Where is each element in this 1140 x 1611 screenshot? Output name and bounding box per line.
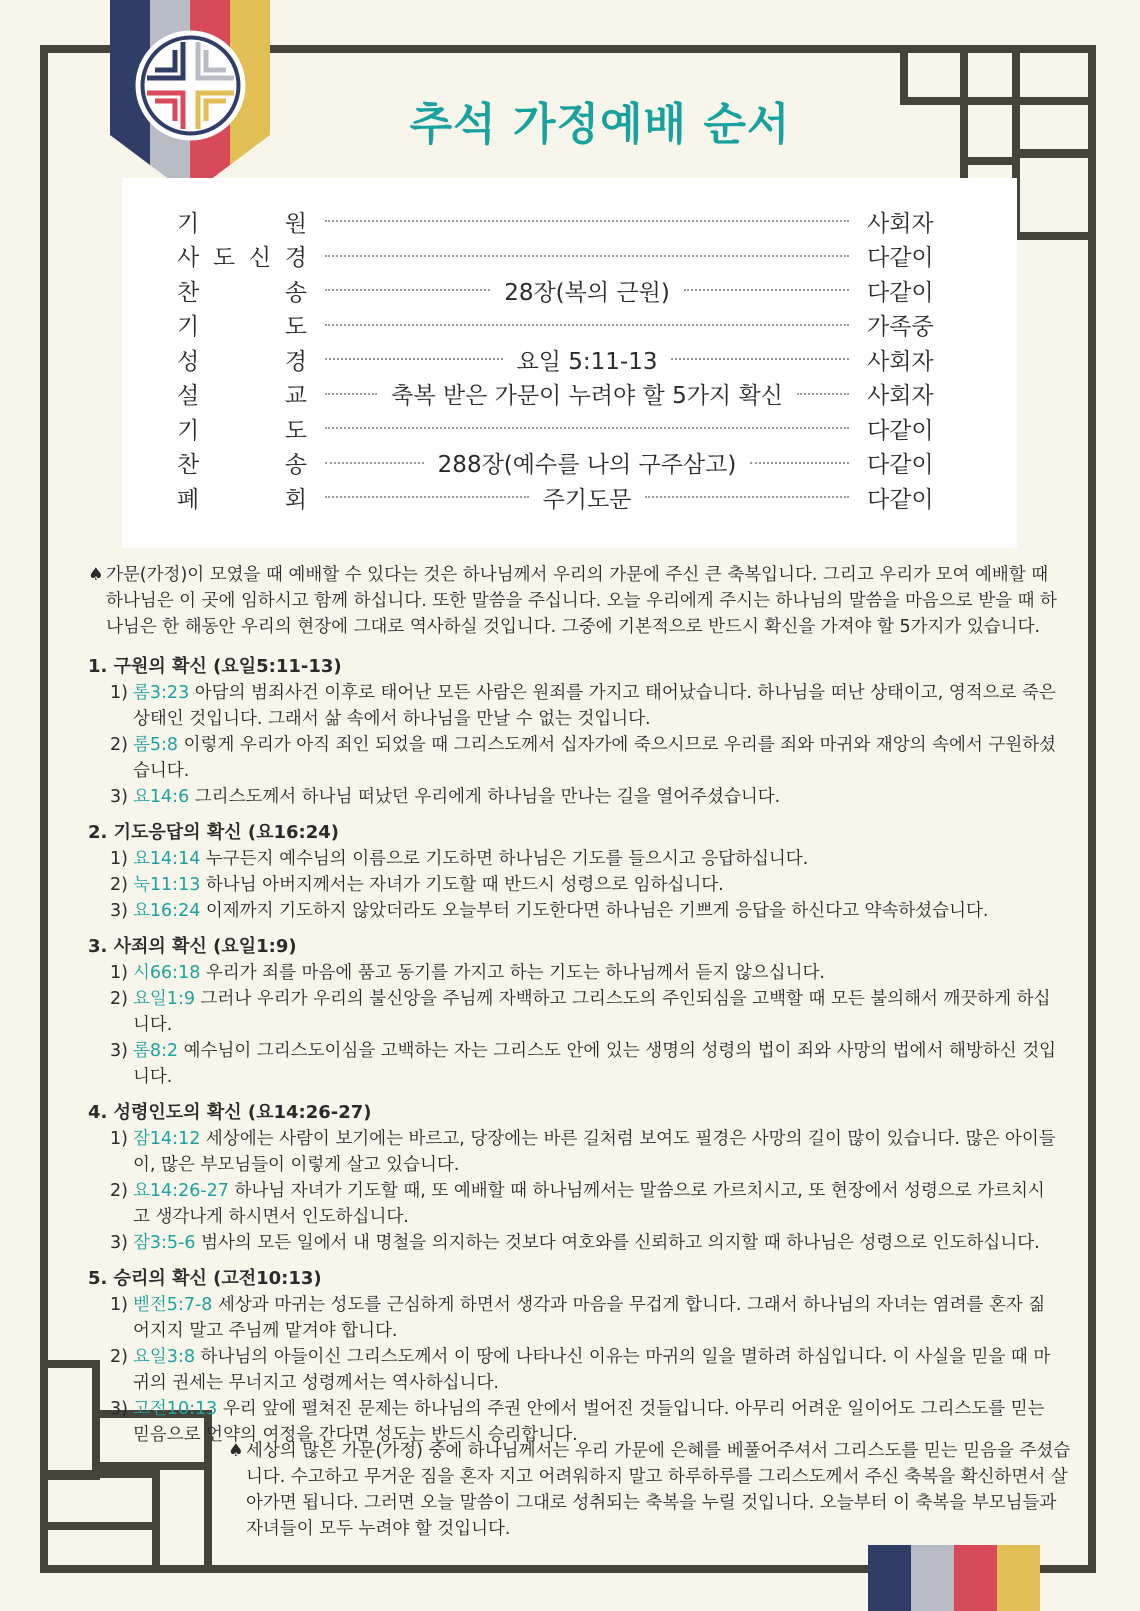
item-text: 하나님 아버지께서는 자녀가 기도할 때 반드시 성령으로 임하십니다. <box>200 875 724 895</box>
list-item <box>88 1230 1058 1256</box>
order-leader <box>325 255 849 257</box>
item-text: 하나님 자녀가 기도할 때, 또 예배할 때 하나님께서는 말씀으로 가르치시고, 또 현장에서 성령으로 가르치시고 생각나게 하시면서 인도하십니다. <box>133 1181 1045 1227</box>
list-item <box>88 898 1058 924</box>
sermon-body <box>88 562 1058 1458</box>
scripture-reference: 롬5:8 <box>133 735 179 755</box>
order-row <box>177 241 937 271</box>
order-leader <box>325 446 849 479</box>
intro-text: 가문(가정)이 모였을 때 예배할 수 있다는 것은 하나님께서 우리의 가문에 주신 큰 축복입니다. 그리고 우리가 모여 예배할 때 하나님은 이 곳에 임하시고 함께 하십니다. 또한 말씀을 주십니다. 오늘 우리에게 주시는 하나님의 말씀을 마음으로 받을 때 하나님은 한 해동안 우리의 현장에 그대로 역사하실 것입니다. 그중에 기본적으로 반드시 확신을 가져야 할 5가지가 있습니다. <box>106 565 1057 637</box>
order-label-char: 경 <box>284 245 307 271</box>
scripture-reference: 요14:26-27 <box>133 1181 229 1201</box>
list-item <box>88 1038 1058 1090</box>
item-number: 1) <box>110 1129 128 1149</box>
order-performer: 다같이 <box>867 486 934 513</box>
spade-icon: ♠ <box>88 565 104 585</box>
scripture-reference: 롬8:2 <box>133 1041 179 1061</box>
order-label-char: 회 <box>284 486 307 513</box>
scripture-reference: 요14:6 <box>133 787 190 807</box>
order-content: 288장(예수를 나의 구주삼고) <box>437 452 737 478</box>
order-leader <box>325 377 849 410</box>
item-text: 하나님의 아들이신 그리스도께서 이 땅에 나타나신 이유는 마귀의 일을 멸하려 하심입니다. 이 사실을 믿을 때 마귀의 권세는 무너지고 성령께서는 역사하십니다. <box>133 1347 1051 1393</box>
list-item <box>88 1292 1058 1344</box>
item-number: 3) <box>110 901 128 921</box>
order-performer: 다같이 <box>867 279 934 306</box>
order-row <box>177 379 937 409</box>
section-title: 5. 승리의 확신 (고전10:13) <box>88 1268 322 1289</box>
list-item <box>88 986 1058 1038</box>
assurance-section <box>88 654 1058 810</box>
item-number: 2) <box>110 989 128 1009</box>
scripture-reference: 벧전5:7-8 <box>133 1295 213 1315</box>
list-item <box>88 846 1058 872</box>
order-row <box>177 206 937 236</box>
order-label-char: 찬 <box>177 279 200 306</box>
order-label-char: 송 <box>284 452 307 478</box>
order-performer: 다같이 <box>867 452 934 478</box>
item-number: 3) <box>110 1233 128 1253</box>
order-content: 주기도문 <box>542 486 632 513</box>
order-performer: 가족중 <box>867 314 934 340</box>
item-number: 1) <box>110 1295 128 1315</box>
scripture-reference: 요일3:8 <box>133 1347 195 1367</box>
order-label <box>177 377 307 410</box>
scripture-reference: 요일1:9 <box>133 989 195 1009</box>
scripture-reference: 고전10:13 <box>133 1399 218 1419</box>
item-text: 아담의 범죄사건 이후로 태어난 모든 사람은 원죄를 가지고 태어났습니다. 하나님을 떠난 상태이고, 영적으로 죽은 상태인 것입니다. 그래서 삶 속에서 하나님을 만날 수 없는 것입니다. <box>133 683 1056 729</box>
item-number: 3) <box>110 787 128 807</box>
item-text: 우리 앞에 펼쳐진 문제는 하나님의 주권 안에서 벌어진 것들입니다. 아무리 어려운 일이어도 그리스도를 믿는 믿음으로 언약의 여정을 간다면 성도는 반드시 승리합니다. <box>133 1399 1045 1445</box>
order-leader <box>325 274 849 307</box>
item-text: 그러나 우리가 우리의 불신앙을 주님께 자백하고 그리스도의 주인되심을 고백할 때 모든 불의해서 깨끗하게 하십니다. <box>133 989 1051 1035</box>
list-item <box>88 732 1058 784</box>
list-item <box>88 1344 1058 1396</box>
order-performer: 다같이 <box>867 245 934 271</box>
order-leader <box>325 427 849 429</box>
order-label-char: 도 <box>284 417 307 444</box>
assurance-section <box>88 934 1058 1090</box>
order-label-char: 찬 <box>177 452 200 478</box>
order-row <box>177 482 937 512</box>
list-item <box>88 784 1058 810</box>
order-performer: 다같이 <box>867 417 934 444</box>
order-leader <box>325 324 849 326</box>
order-label <box>177 205 307 238</box>
order-row <box>177 275 937 305</box>
order-label-char: 성 <box>177 348 200 375</box>
scripture-reference: 요14:14 <box>133 849 201 869</box>
scripture-reference: 눅11:13 <box>133 875 201 895</box>
order-label <box>177 239 307 272</box>
intro-paragraph <box>88 562 1058 640</box>
order-label-char: 설 <box>177 383 200 409</box>
list-item <box>88 680 1058 732</box>
item-text: 우리가 죄를 마음에 품고 동기를 가지고 하는 기도는 하나님께서 듣지 않으십니다. <box>200 963 825 983</box>
order-label-char: 원 <box>284 210 307 237</box>
section-title: 4. 성령인도의 확신 (요14:26-27) <box>88 1102 372 1123</box>
order-label <box>177 412 307 445</box>
item-text: 예수님이 그리스도이심을 고백하는 자는 그리스도 안에 있는 생명의 성령의 법이 죄와 사망의 법에서 해방하신 것입니다. <box>133 1041 1057 1087</box>
item-number: 1) <box>110 849 128 869</box>
item-number: 2) <box>110 875 128 895</box>
order-label-char: 교 <box>284 383 307 409</box>
scripture-reference: 잠14:12 <box>133 1129 201 1149</box>
order-performer: 사회자 <box>867 210 934 237</box>
order-label-char: 신 <box>248 245 272 271</box>
order-content: 28장(복의 근원) <box>504 279 670 306</box>
closing-text: 세상의 많은 가문(가정) 중에 하나님께서는 우리 가문에 은혜를 베풀어주셔서 그리스도를 믿는 믿음을 주셨습니다. 수고하고 무거운 짐을 혼자 지고 어려워하지 말고 하루하루를 그리스도께서 주신 축복을 확신하면서 살아가면 됩니다. 그러면 오늘 말씀이 그대로 성취되는 축복을 누릴 것입니다. 오늘부터 이 축복을 부모님들과 자녀들이 모두 누려야 할 것입니다. <box>246 1441 1071 1539</box>
section-title: 3. 사죄의 확신 (요일1:9) <box>88 936 297 957</box>
order-label-char: 폐 <box>177 486 200 513</box>
list-item <box>88 960 1058 986</box>
order-label-char: 경 <box>284 348 307 375</box>
order-label-char: 기 <box>177 210 200 237</box>
order-leader <box>325 343 849 376</box>
order-label-char: 기 <box>177 314 200 340</box>
item-number: 3) <box>110 1041 128 1061</box>
order-label-char: 기 <box>177 417 200 444</box>
order-label-char: 사 <box>177 245 200 271</box>
page-title: 추석 가정예배 순서 <box>409 99 791 150</box>
item-text: 세상과 마귀는 성도를 근심하게 하면서 생각과 마음을 무겁게 합니다. 그래서 하나님의 자녀는 염려를 혼자 짊어지지 말고 주님께 맡겨야 합니다. <box>133 1295 1046 1341</box>
order-label <box>177 446 307 479</box>
spade-icon: ♠ <box>228 1441 244 1461</box>
list-item <box>88 872 1058 898</box>
list-item <box>88 1126 1058 1178</box>
order-label-char: 도 <box>212 245 236 271</box>
item-text: 세상에는 사람이 보기에는 바르고, 당장에는 바른 길처럼 보여도 필경은 사망의 길이 많이 있습니다. 많은 아이들이, 많은 부모님들이 이렇게 살고 있습니다. <box>133 1129 1056 1175</box>
worship-order-box <box>122 178 1017 548</box>
scripture-reference: 요16:24 <box>133 901 201 921</box>
order-row <box>177 310 937 340</box>
section-title: 1. 구원의 확신 (요일5:11-13) <box>88 656 342 677</box>
bottom-flag-stripes <box>868 1545 1040 1611</box>
assurance-section <box>88 1266 1058 1448</box>
order-row <box>177 448 937 478</box>
item-number: 1) <box>110 963 128 983</box>
order-row <box>177 344 937 374</box>
order-performer: 사회자 <box>867 348 934 375</box>
item-text: 누구든지 예수님의 이름으로 기도하면 하나님은 기도를 들으시고 응답하십니다. <box>200 849 809 869</box>
order-content: 축복 받은 가문이 누려야 할 5가지 확신 <box>391 383 783 409</box>
item-number: 1) <box>110 683 128 703</box>
order-row <box>177 413 937 443</box>
order-content: 요일 5:11-13 <box>516 348 658 375</box>
item-number: 2) <box>110 1347 128 1367</box>
order-leader <box>325 220 849 222</box>
section-title: 2. 기도응답의 확신 (요16:24) <box>88 822 340 843</box>
list-item <box>88 1178 1058 1230</box>
item-text: 그리스도께서 하나님 떠났던 우리에게 하나님을 만나는 길을 열어주셨습니다. <box>189 787 781 807</box>
item-text: 이렇게 우리가 아직 죄인 되었을 때 그리스도께서 십자가에 죽으시므로 우리를 죄와 마귀와 재앙의 속에서 구원하셨습니다. <box>133 735 1057 781</box>
order-performer: 사회자 <box>867 383 934 409</box>
item-text: 이제까지 기도하지 않았더라도 오늘부터 기도한다면 하나님은 기쁘게 응답을 하신다고 약속하셨습니다. <box>200 901 989 921</box>
order-label-char: 송 <box>284 279 307 306</box>
item-number: 3) <box>110 1399 128 1419</box>
assurance-section <box>88 820 1058 924</box>
scripture-reference: 잠3:5-6 <box>133 1233 196 1253</box>
order-label <box>177 481 307 514</box>
item-number: 2) <box>110 1181 128 1201</box>
scripture-reference: 롬3:23 <box>133 683 190 703</box>
closing-paragraph <box>228 1438 1076 1542</box>
order-label <box>177 308 307 341</box>
item-number: 2) <box>110 735 128 755</box>
order-label <box>177 343 307 376</box>
assurance-section <box>88 1100 1058 1256</box>
item-text: 범사의 모든 일에서 내 명철을 의지하는 것보다 여호와를 신뢰하고 의지할 때 하나님은 성령으로 인도하십니다. <box>195 1233 1040 1253</box>
scripture-reference: 시66:18 <box>133 963 201 983</box>
order-label-char: 도 <box>284 314 307 340</box>
order-label <box>177 274 307 307</box>
order-leader <box>325 481 849 514</box>
